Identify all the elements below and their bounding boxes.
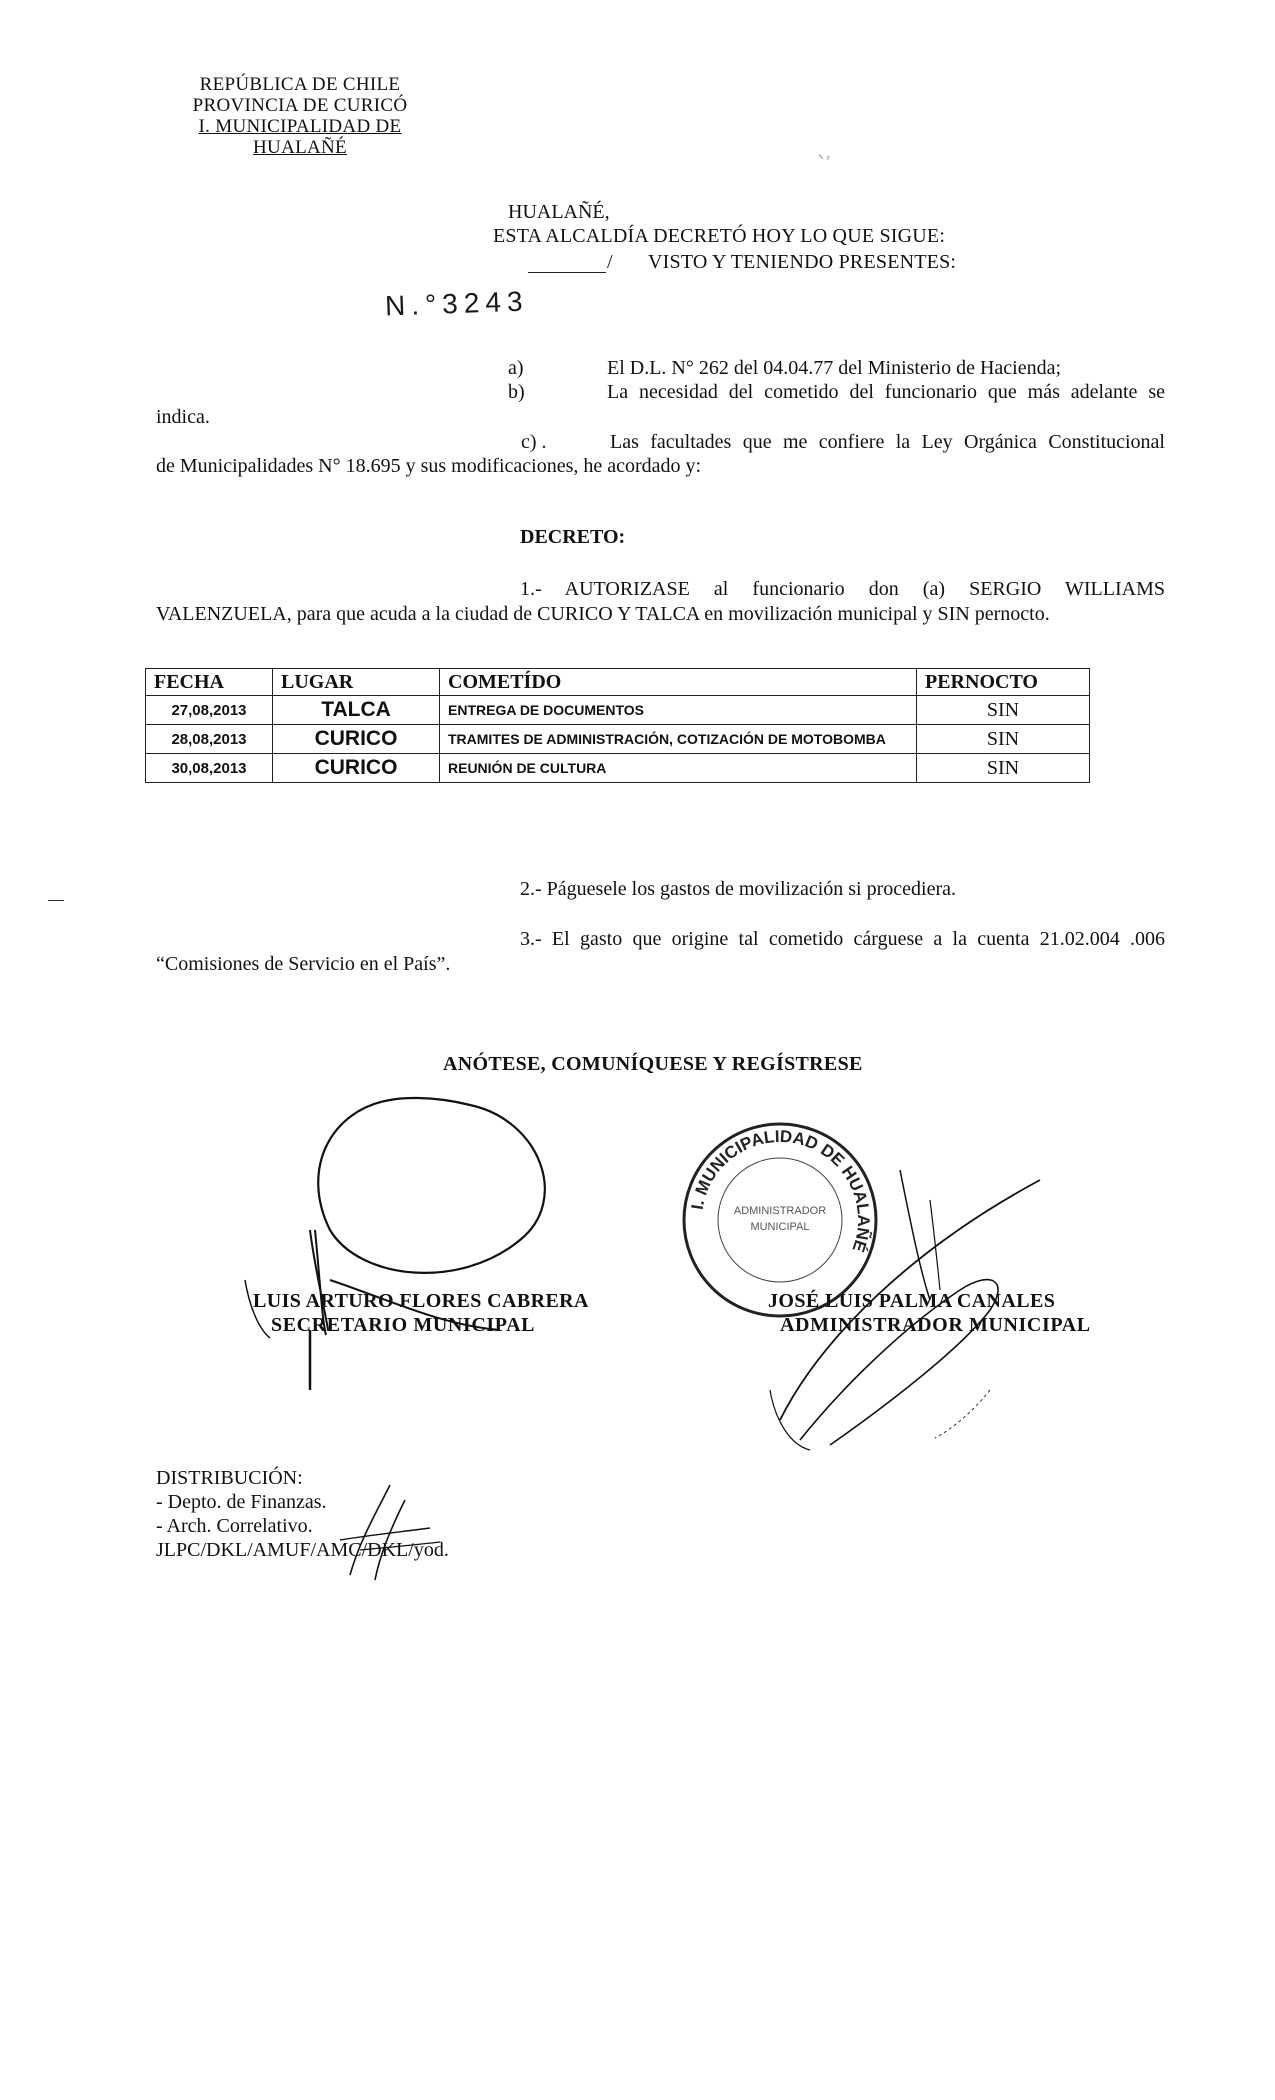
signature-left-icon [240, 1080, 600, 1400]
slash: / [607, 251, 613, 273]
cell-fecha: 27,08,2013 [146, 696, 273, 725]
closing-formula: ANÓTESE, COMUNÍQUESE Y REGÍSTRESE [443, 1053, 863, 1075]
consideration-a-letter: a) [508, 357, 524, 379]
letterhead-municipality: I. MUNICIPALIDAD DE HUALAÑÉ [198, 116, 402, 158]
consideration-a-text: El D.L. N° 262 del 04.04.77 del Ministerio de Hacienda; [607, 357, 1062, 379]
letterhead-country: REPÚBLICA DE CHILE [199, 74, 401, 95]
seal-center-line-1: ADMINISTRADOR [733, 1205, 827, 1217]
seal-center-line-2: MUNICIPAL [750, 1221, 810, 1233]
distribution-initials: JLPC/DKL/AMUF/AMC/DKL/yod. [156, 1539, 449, 1561]
table-row [146, 725, 1090, 754]
seal-ring-text: I. MUNICIPALIDAD DE HUALAÑÉ [687, 1126, 874, 1255]
article-3-line-2: “Comisiones de Servicio en el País”. [156, 953, 451, 975]
cell-lugar: CURICO [273, 754, 440, 783]
table-row [146, 754, 1090, 783]
consideration-b-text: La necesidad del cometido del funcionario que más adelante se [607, 381, 1165, 403]
distribution-item: - Arch. Correlativo. [156, 1515, 313, 1537]
scan-mark: ⸌ ʳ [818, 152, 830, 166]
cell-lugar: CURICO [273, 725, 440, 754]
consideration-b-letter: b) [508, 381, 525, 403]
consideration-b-continuation: indica. [156, 406, 210, 428]
consideration-c-continuation: de Municipalidades N° 18.695 y sus modificaciones, he acordado y: [156, 455, 702, 477]
header-lugar: LUGAR [273, 669, 440, 696]
cell-lugar: TALCA [273, 696, 440, 725]
header-fecha: FECHA [146, 669, 273, 696]
decree-number-stamp: N.°3243 [384, 285, 529, 322]
cell-fecha: 30,08,2013 [146, 754, 273, 783]
decreto-title: DECRETO: [520, 526, 626, 548]
article-2: 2.- Páguesele los gastos de movilización si procediera. [520, 878, 956, 900]
trip-schedule-table [145, 668, 1090, 783]
margin-mark [48, 900, 64, 901]
initials-scribble-icon [330, 1480, 450, 1590]
place-line: HUALAÑÉ, [508, 201, 610, 223]
signatory-right-name: JOSÉ LUIS PALMA CANALES [768, 1290, 1056, 1312]
letterhead [150, 74, 450, 158]
table-row [146, 696, 1090, 725]
cell-pernocto: SIN [917, 754, 1090, 783]
cell-cometido: TRAMITES DE ADMINISTRACIÓN, COTIZACIÓN DE MOTOBOMBA [440, 725, 917, 754]
number-blank-line [528, 272, 606, 273]
signatory-left-title: SECRETARIO MUNICIPAL [271, 1314, 536, 1336]
letterhead-province: PROVINCIA DE CURICÓ [192, 95, 408, 116]
header-cometido: COMETÍDO [440, 669, 917, 696]
consideration-c-text: Las facultades que me confiere la Ley Orgánica Constitucional [610, 431, 1165, 453]
article-1-line-2: VALENZUELA, para que acuda a la ciudad de CURICO Y TALCA en movilización municipal y SIN pernocto. [156, 603, 1050, 625]
cell-fecha: 28,08,2013 [146, 725, 273, 754]
distribution-item: - Depto. de Finanzas. [156, 1491, 327, 1513]
article-3-line-1: 3.- El gasto que origine tal cometido cárguese a la cuenta 21.02.004 .006 [520, 928, 1165, 950]
consideration-c-letter: c) . [521, 431, 547, 453]
signatory-left-name: LUIS ARTURO FLORES CABRERA [253, 1290, 589, 1312]
table-header-row [146, 669, 1090, 696]
visto-line: VISTO Y TENIENDO PRESENTES: [648, 251, 957, 273]
header-pernocto: PERNOCTO [917, 669, 1090, 696]
cell-cometido: ENTREGA DE DOCUMENTOS [440, 696, 917, 725]
decree-intro: ESTA ALCALDÍA DECRETÓ HOY LO QUE SIGUE: [493, 225, 946, 247]
cell-pernocto: SIN [917, 725, 1090, 754]
signatory-right-title: ADMINISTRADOR MUNICIPAL [780, 1314, 1091, 1336]
cell-cometido: REUNIÓN DE CULTURA [440, 754, 917, 783]
article-1-line-1: 1.- AUTORIZASE al funcionario don (a) SERGIO WILLIAMS [520, 578, 1165, 600]
cell-pernocto: SIN [917, 696, 1090, 725]
distribution-title: DISTRIBUCIÓN: [156, 1467, 303, 1489]
